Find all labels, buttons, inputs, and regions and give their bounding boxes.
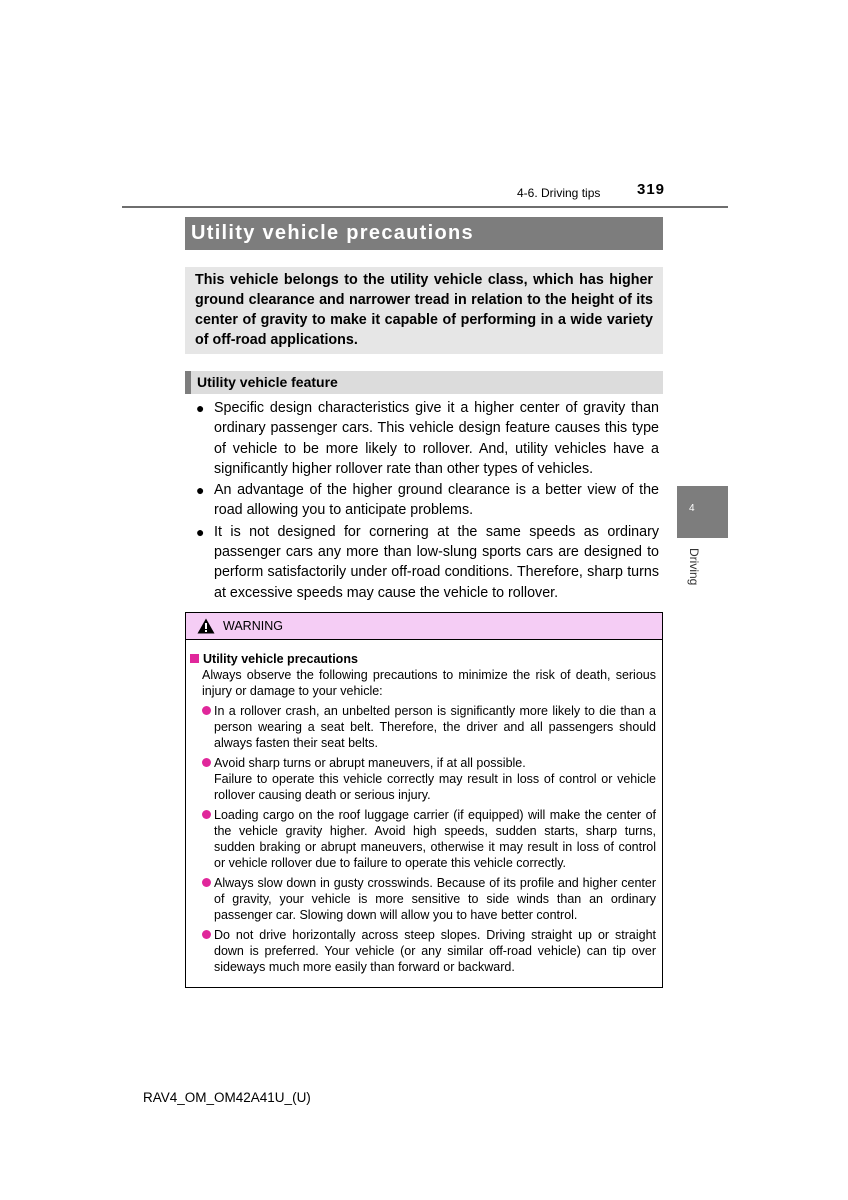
list-item [196, 522, 659, 603]
page-number: 319 [637, 181, 666, 198]
section-heading: Utility vehicle feature [185, 371, 663, 394]
chapter-label: Driving [687, 548, 701, 586]
intro-box: This vehicle belongs to the utility vehicle class, which has higher ground clearance and narrower tread in relation to the height of its center of gravity to make it capable of performing in a wide variety of off-road applications. [185, 267, 663, 354]
list-item [196, 480, 659, 521]
chapter-number: 4 [689, 503, 695, 514]
section-header: 4-6. Driving tips [517, 186, 601, 200]
list-item-text: An advantage of the higher ground clearance is a better view of the road allowing you to anticipate problems. [214, 482, 659, 519]
pink-bullet-icon [202, 878, 211, 887]
warning-title: Utility vehicle precautions [190, 651, 656, 667]
pink-bullet-icon [202, 810, 211, 819]
warning-item: Avoid sharp turns or abrupt maneuvers, if at all possible. Failure to operate this vehicle correctly may result in loss of control or vehicle rollover causing death or serious injury. [190, 755, 656, 803]
footer-code: RAV4_OM_OM42A41U_(U) [143, 1090, 311, 1105]
warning-item: Always slow down in gusty crosswinds. Because of its profile and higher center of gravity, your vehicle is more sensitive to side winds than an ordinary passenger car. Slowing down will allow you to have better control. [190, 875, 656, 923]
warning-triangle-icon [197, 618, 215, 634]
warning-item: In a rollover crash, an unbelted person is significantly more likely to die than a person wearing a seat belt. Therefore, the driver and all passengers should always fasten their seat belts. [190, 703, 656, 751]
chapter-tab [677, 486, 728, 538]
header-divider [122, 206, 728, 208]
feature-list [196, 398, 659, 604]
warning-item: Do not drive horizontally across steep slopes. Driving straight up or straight down is preferred. Your vehicle (or any similar off-road vehicle) can tip over sideways much more easily than forward or backward. [190, 927, 656, 975]
list-item-text: Specific design characteristics give it a higher center of gravity than ordinary passenger cars. This vehicle design feature causes this type of vehicle to be more likely to rollover. And, utility vehicles have a significantly higher rollover rate than other types of vehicles. [214, 400, 659, 477]
warning-label: WARNING [223, 619, 283, 633]
square-bullet-icon [190, 654, 199, 663]
warning-box [185, 612, 663, 988]
pink-bullet-icon [202, 930, 211, 939]
bullet-icon: ● [196, 482, 205, 499]
bullet-icon: ● [196, 400, 205, 416]
list-item-text: It is not designed for cornering at the same speeds as ordinary passenger cars any more than low-slung sports cars are designed to perform satisfactorily under off-road conditions. Therefore, sharp turns at excessive speeds may cause the vehicle to rollover. [214, 523, 659, 601]
warning-intro: Always observe the following precautions to minimize the risk of death, serious injury or damage to your vehicle: [202, 668, 656, 698]
page-title: Utility vehicle precautions [185, 217, 663, 250]
warning-body [190, 651, 656, 979]
warning-item: Loading cargo on the roof luggage carrier (if equipped) will make the center of the vehicle gravity higher. Avoid high speeds, sudden starts, sharp turns, sudden braking or abrupt maneuvers, otherwise it may result in loss of control or vehicle rollover due to failure to operate this vehicle correctly. [190, 807, 656, 871]
bullet-icon: ● [196, 523, 205, 540]
pink-bullet-icon [202, 706, 211, 715]
pink-bullet-icon [202, 758, 211, 767]
list-item [196, 398, 659, 479]
warning-header [186, 613, 662, 640]
